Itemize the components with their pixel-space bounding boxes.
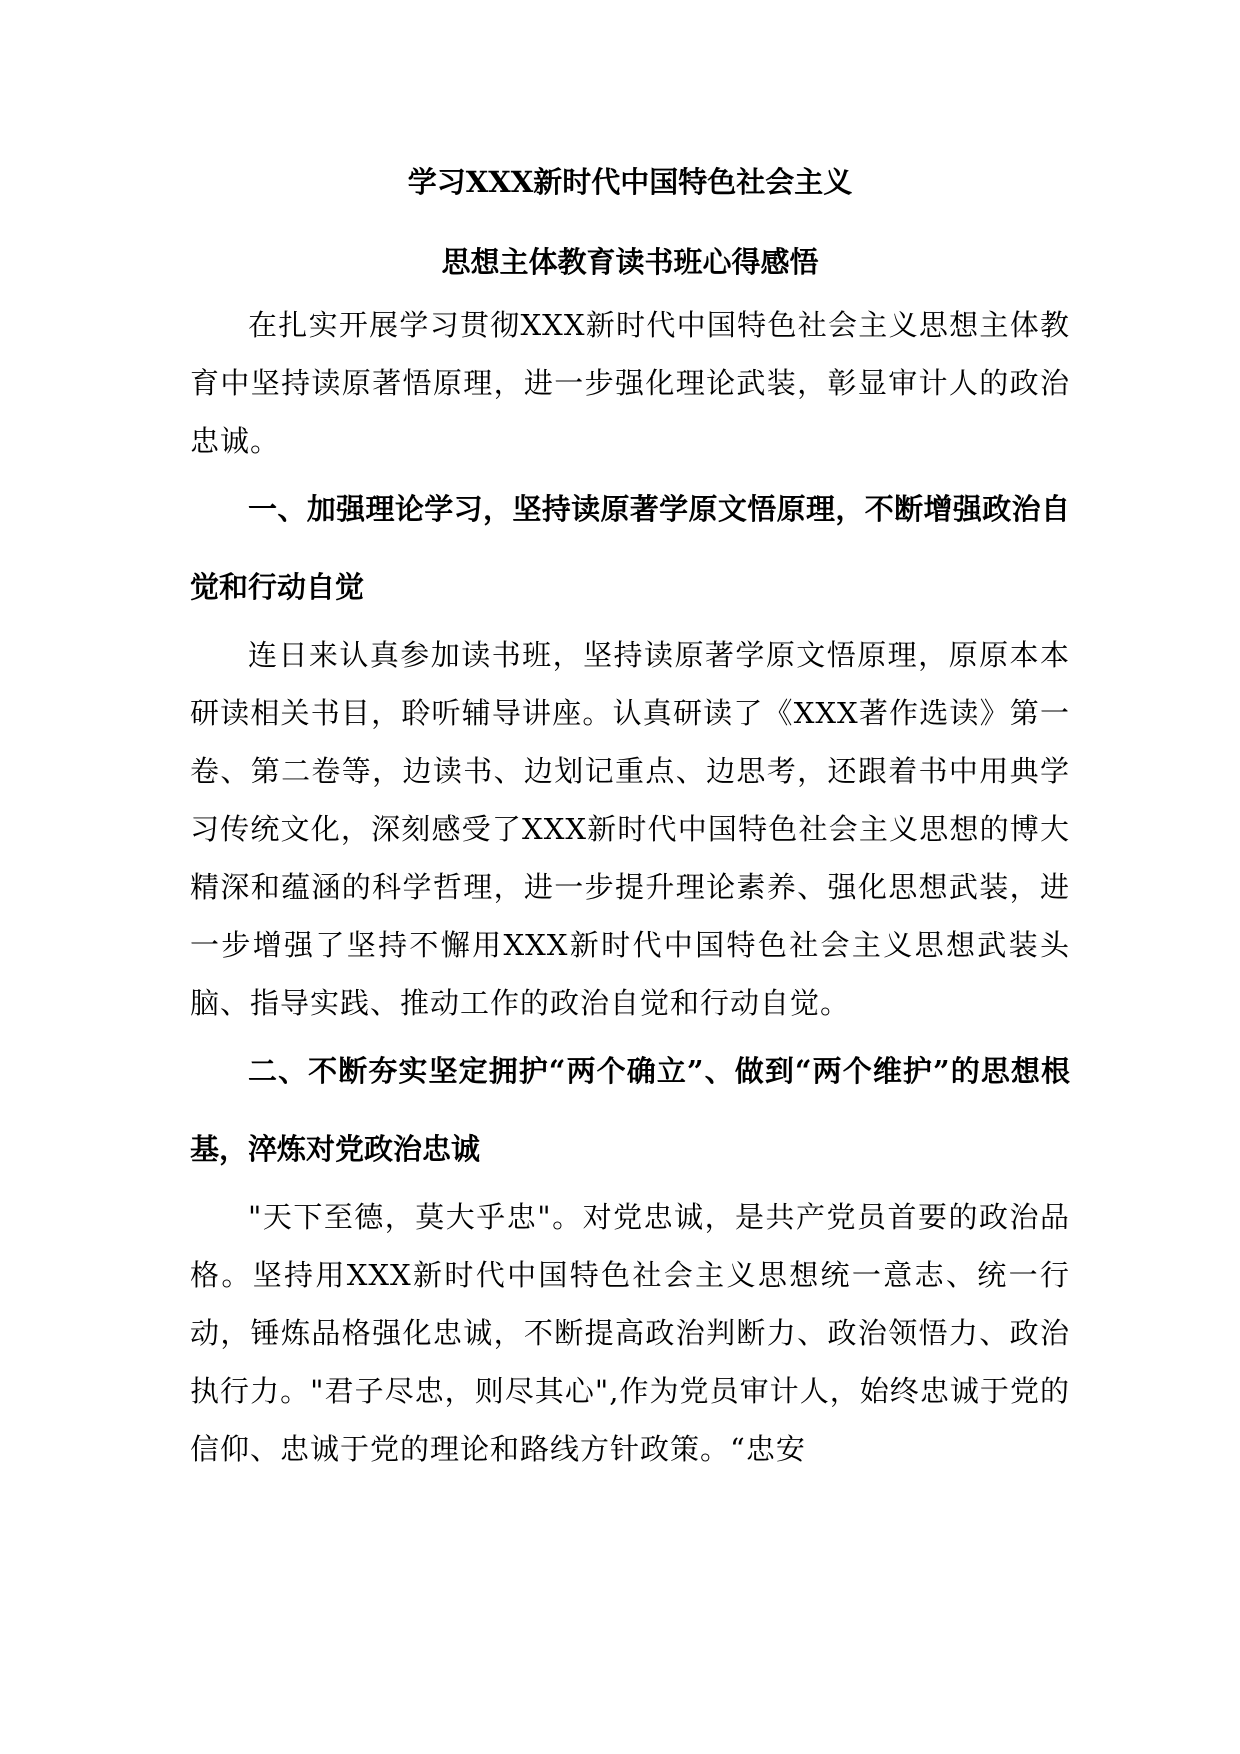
document-title-line2: 思想主体教育读书班心得感悟 [441, 245, 819, 279]
section1-heading: 一、加强理论学习，坚持读原著学原文悟原理，不断增强政治自觉和行动自觉 [190, 492, 1070, 604]
section2-paragraph: "天下至德，莫大乎忠"。对党忠诚，是共产党员首要的政治品格。坚持用XXX新时代中国特色社会主义思想统一意志、统一行动，锤炼品格强化忠诚，不断提高政治判断力、政治领悟力、政治执行力。"君子尽忠，则尽其心",作为党员审计人，始终忠诚于党的信仰、忠诚于党的理论和路线方针政策。“忠安 [190, 1200, 1070, 1466]
document-page [190, 150, 1070, 1478]
section1-paragraph: 连日来认真参加读书班，坚持读原著学原文悟原理，原原本本研读相关书目，聆听辅导讲座。认真研读了《XXX著作选读》第一卷、第二卷等，边读书、边划记重点、边思考，还跟着书中用典学习传统文化，深刻感受了XXX新时代中国特色社会主义思想的博大精深和蕴涵的科学哲理，进一步提升理论素养、强化思想武装，进一步增强了坚持不懈用XXX新时代中国特色社会主义思想武装头脑、指导实践、推动工作的政治自觉和行动自觉。 [190, 638, 1070, 1020]
intro-paragraph: 在扎实开展学习贯彻XXX新时代中国特色社会主义思想主体教育中坚持读原著悟原理，进一步强化理论武装，彰显审计人的政治忠诚。 [190, 308, 1070, 458]
document-title-line1: 学习XXX新时代中国特色社会主义 [407, 165, 853, 199]
section2-heading: 二、不断夯实坚定拥护“两个确立”、做到“两个维护”的思想根基，淬炼对党政治忠诚 [190, 1054, 1070, 1166]
